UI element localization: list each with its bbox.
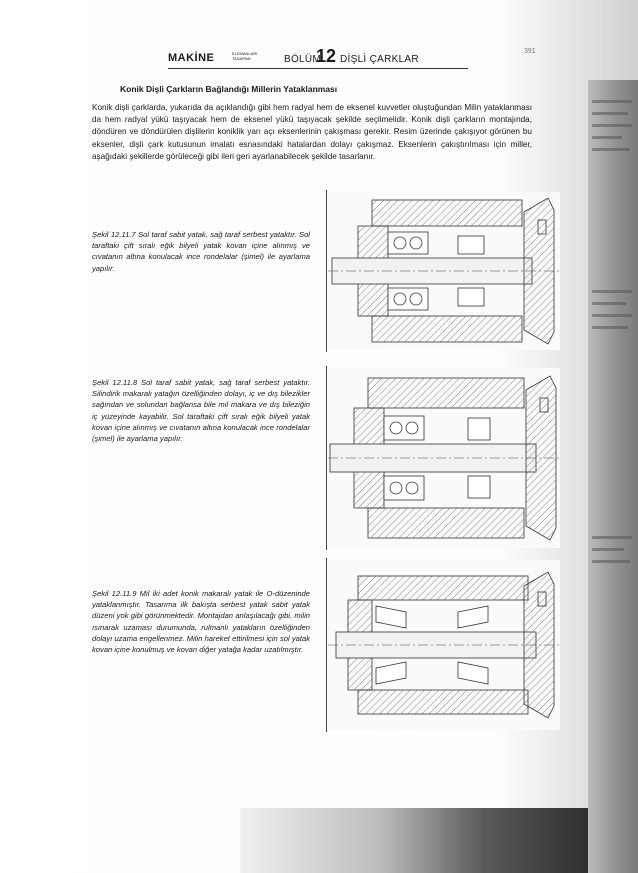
- figure-divider-2: [326, 366, 327, 550]
- bleed-text-line: [592, 112, 628, 115]
- figure-divider-3: [326, 558, 327, 732]
- scan-bottom-shadow: [240, 808, 588, 873]
- bleed-text-line: [592, 314, 632, 317]
- figure-caption-2: Şekil 12.11.8 Sol taraf sabit yatak, sağ taraf serbest yataktır. Silindirik makaralı yatağın özelliğinden dolayı, iç ve dış bilezikler sağından ve solundan bağlansa bile mil makara ve dış bileziğin iç yüzeyinde kayabilir. Sol taraftaki çift sıralı eğik bilyeli yatak kovan içine alınmış ve cıvatanın altına konulacak ince rondelalar (şimel) ile ayarlama yapılır.: [92, 378, 310, 444]
- bleed-text-line: [592, 326, 628, 329]
- bleed-text-line: [592, 148, 630, 151]
- figure-3-bearing-drawing: [328, 560, 560, 730]
- page-header: [168, 46, 468, 68]
- bleed-text-line: [592, 290, 632, 293]
- bleed-text-line: [592, 302, 626, 305]
- bleed-text-line: [592, 548, 624, 551]
- header-chapter-label: BÖLÜM:: [284, 54, 325, 65]
- figure-1-bearing-drawing: [328, 192, 560, 350]
- header-chapter-number: 12: [316, 46, 337, 66]
- page-number: 391: [524, 48, 536, 55]
- bleed-text-line: [592, 136, 622, 139]
- figure-caption-3: Şekil 12.11.9 Mil iki adet konik makaralı yatak ile O-düzeninde yataklanmıştır. Tasarıma ilk bakışta serbest yatak sabit yatak düzeni yok gibi görünmektedir. Montajdan anlaşılacağı gibi, milin ısınarak uzaması durumunda, rulmanlı yatakların özelliğinden dolayı uzama engellenmez. Milin hareket ettirilmesi için sol yatak kovan içine konulmuş ve kovan diğer yatağa kadar uzatılmıştır.: [92, 589, 310, 655]
- bleed-text-line: [592, 560, 630, 563]
- bleed-text-line: [592, 536, 632, 539]
- header-chapter-title: DİŞLİ ÇARKLAR: [340, 54, 419, 65]
- figure-2-bearing-drawing: [328, 368, 560, 548]
- header-rule: [168, 68, 468, 69]
- bleed-text-line: [592, 100, 632, 103]
- header-brand-sub: ELEMANLARI TASARIMI: [232, 51, 258, 61]
- header-brand: MAKİNE: [168, 52, 215, 64]
- figure-caption-1: Şekil 12.11.7 Sol taraf sabit yatak, sağ taraf serbest yataktır. Sol taraftaki çift sıralı eğik bilyeli yatak kovan içine alınmış ve cıvatanın altına konulacak ince rondelalar (şimel) ile ayarlama yapılır.: [92, 230, 310, 273]
- section-title: Konik Dişli Çarkların Bağlandığı Millerin Yataklanması: [120, 84, 338, 94]
- intro-paragraph: Konik dişli çarklarda, yukarıda da açıklandığı gibi hem radyal hem de eksenel kuvvetler oluştuğundan Milin yataklanması da hem radyal yükü taşıyacak hem de eksenel yükü taşıyacak şekilde seçilmelidir. Konik dişli çarkların montajında, döndüren ve döndürülen dişlilerin koniklik yarı açı eksenlerinin çakışması gerekir. Resim üzerinde çakışıyor görünen bu eksenler, dişli çark kutusunun imalatı esnasındaki hatalardan dolayı çakışmaz. Eksenlerin çakıştırılması için miller, aşağıdaki şekillerde görüleceği gibi ileri geri ayarlanabilecek şekilde tasarlanır.: [92, 103, 532, 161]
- bleed-text-line: [592, 124, 632, 127]
- scan-edge-shadow: [588, 80, 638, 873]
- figure-divider-1: [326, 190, 327, 352]
